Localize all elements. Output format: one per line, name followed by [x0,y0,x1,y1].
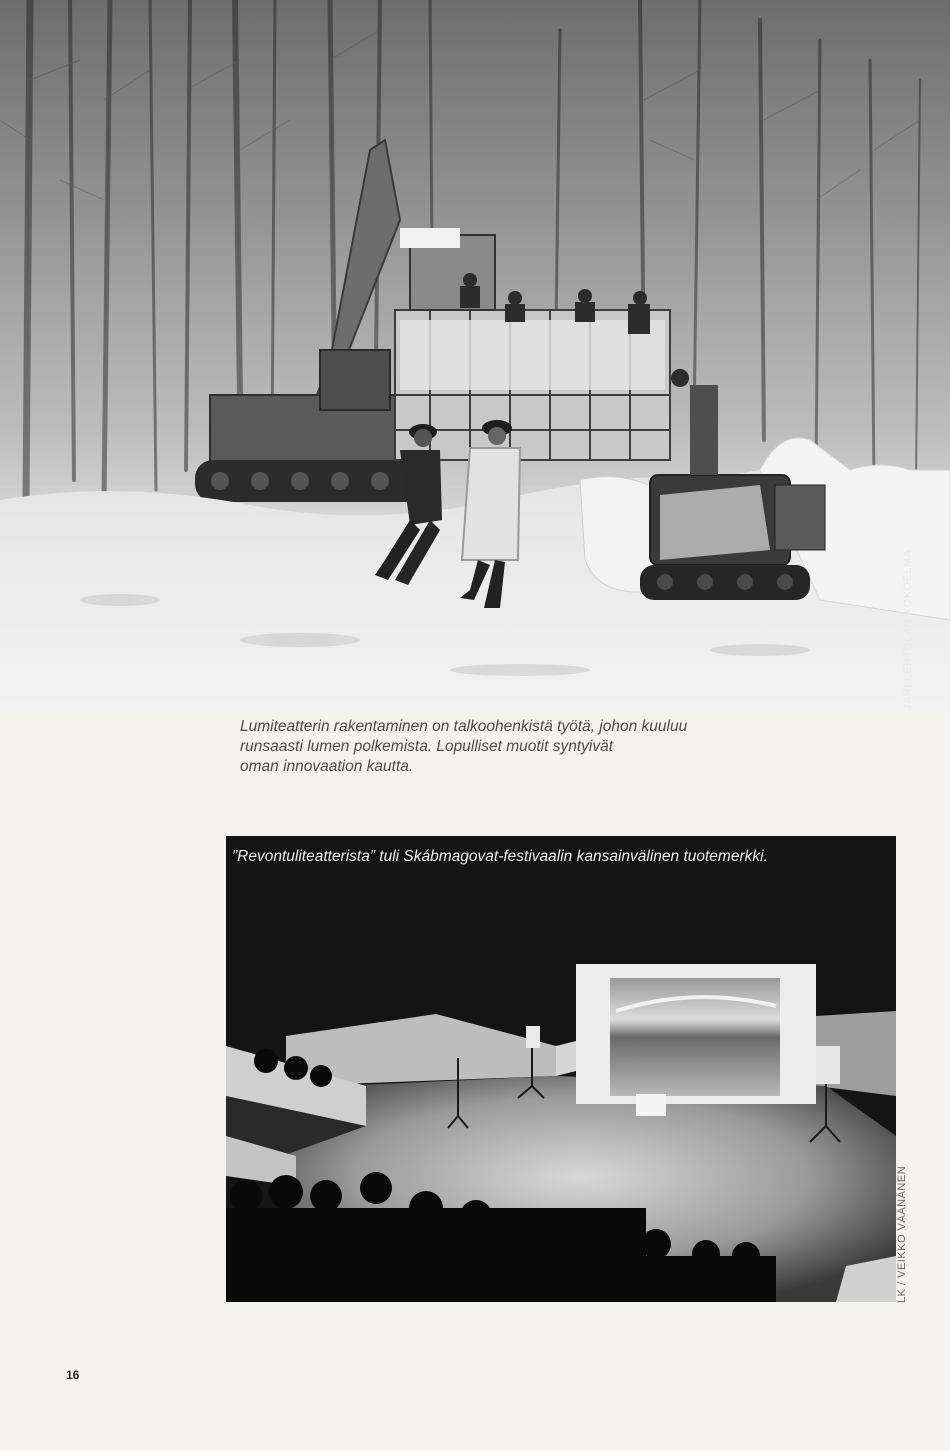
page-number: 16 [66,1368,80,1382]
photo-aurora-theatre [226,836,896,1302]
photo-top-illustration [0,0,950,712]
photo-credit-top: JARI LEHTOLAN KOKOELMA [902,549,914,710]
photo-bottom-illustration [226,836,896,1302]
photo-snow-theatre-construction [0,0,950,712]
caption-line: Lumiteatterin rakentaminen on talkoohenkistä työtä, johon kuuluu [240,718,688,735]
caption-bottom-photo: ”Revontuliteatterista” tuli Skábmagovat-festivaalin kansainvälinen tuotemerkki. [232,848,768,865]
caption-line: oman innovaation kautta. [240,758,414,775]
caption-line: runsaasti lumen polkemista. Lopulliset muotit syntyivät [240,738,614,755]
caption-top-photo [240,717,760,777]
photo-credit-bottom: LK / VEIKKO VÄÄNÄNEN [896,1165,908,1303]
